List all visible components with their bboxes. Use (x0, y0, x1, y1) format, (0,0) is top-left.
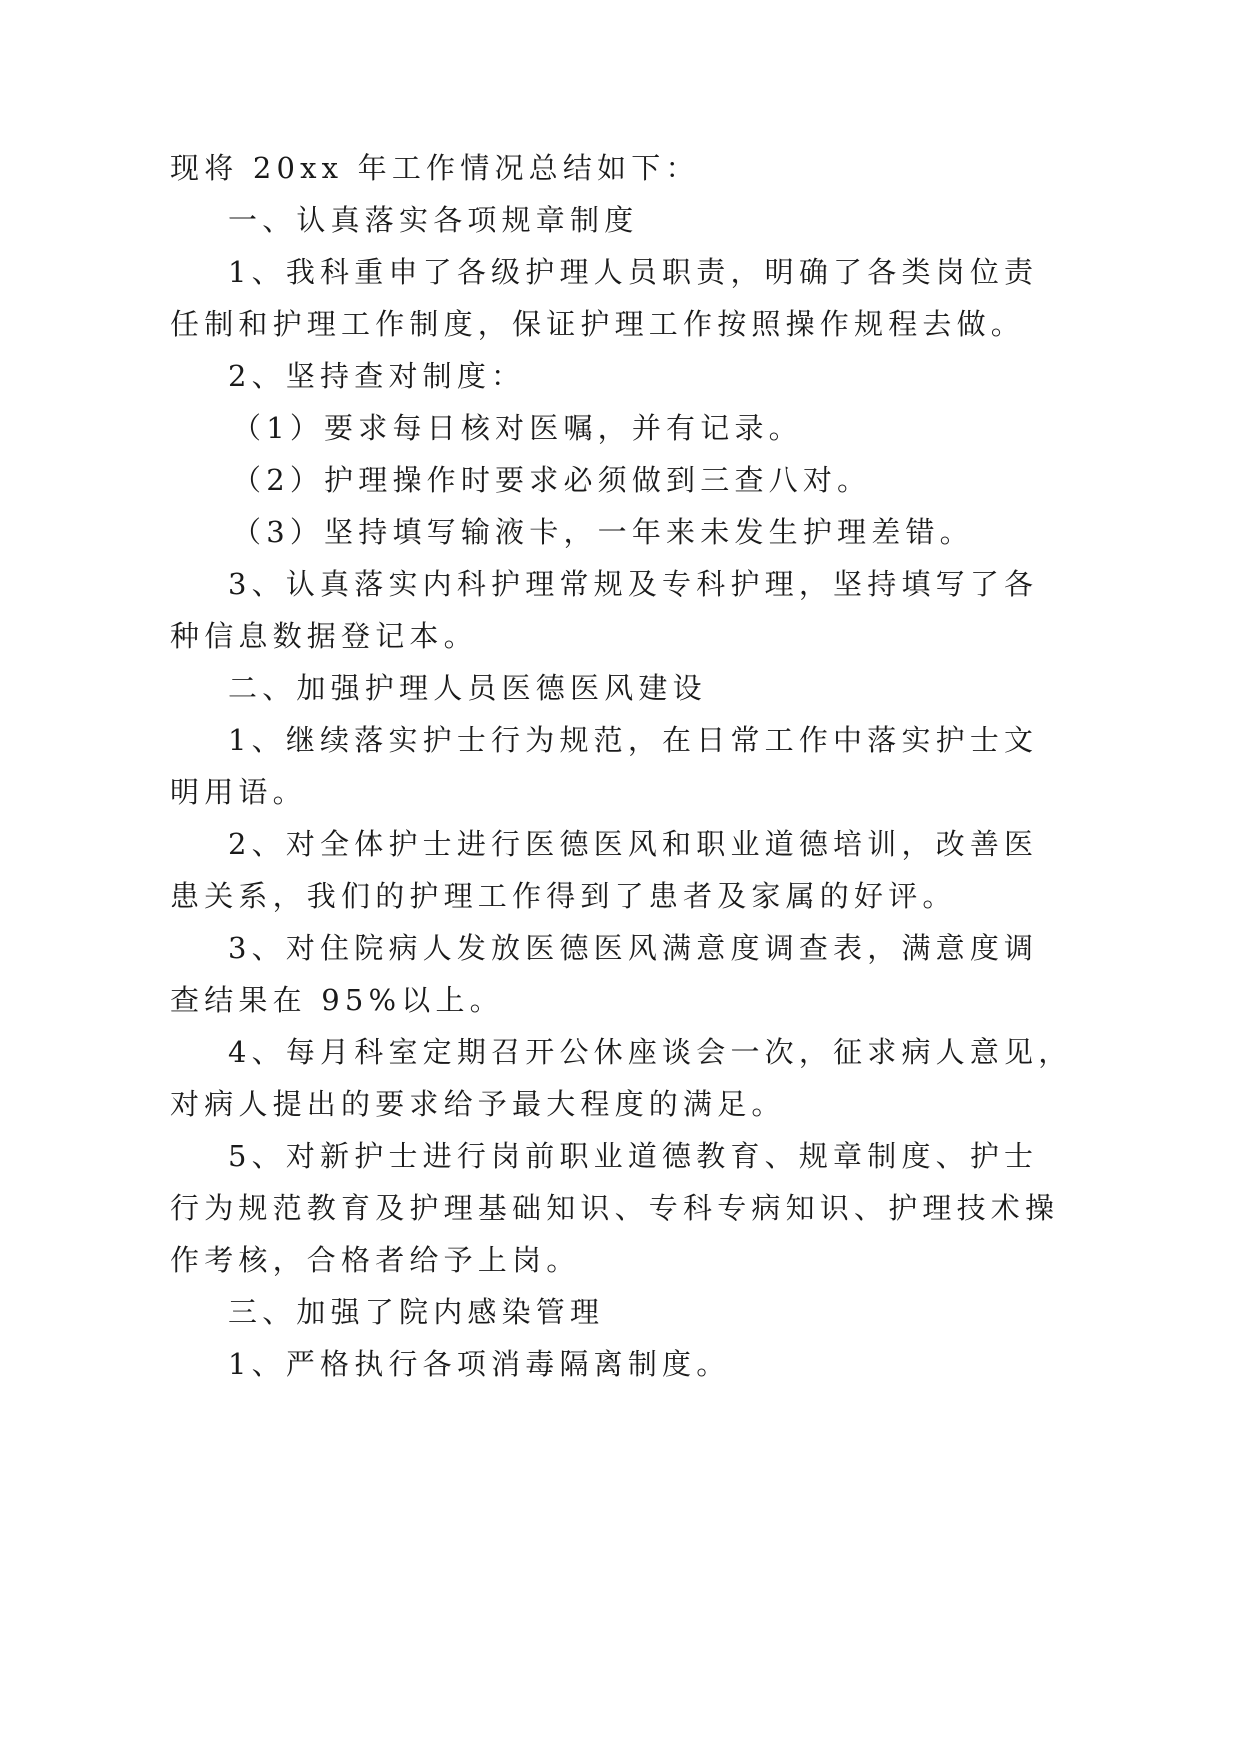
text-line-24: 1、严格执行各项消毒隔离制度。 (228, 1347, 731, 1381)
text-line-14: 2、对全体护士进行医德医风和职业道德培训，改善医 (228, 827, 1039, 861)
text-line-21: 行为规范教育及护理基础知识、专科专病知识、护理技术操 (170, 1191, 1060, 1225)
text-line-18: 4、每月科室定期召开公休座谈会一次，征求病人意见， (228, 1035, 1073, 1069)
text-line-17: 查结果在 95%以上。 (170, 983, 504, 1017)
section-heading-1: 一、认真落实各项规章制度 (228, 203, 639, 237)
text-line-3: 1、我科重申了各级护理人员职责，明确了各类岗位责 (228, 255, 1039, 289)
text-line-22: 作考核，合格者给予上岗。 (170, 1243, 581, 1277)
text-line-7: （2）护理操作时要求必须做到三查八对。 (232, 463, 872, 497)
text-line-9: 3、认真落实内科护理常规及专科护理，坚持填写了各 (228, 567, 1039, 601)
text-line-16: 3、对住院病人发放医德医风满意度调查表，满意度调 (228, 931, 1039, 965)
text-line-13: 明用语。 (170, 775, 307, 809)
text-line-5: 2、坚持查对制度： (228, 359, 526, 393)
section-heading-3: 三、加强了院内感染管理 (228, 1295, 605, 1329)
text-line-12: 1、继续落实护士行为规范，在日常工作中落实护士文 (228, 723, 1039, 757)
text-line-6: （1）要求每日核对医嘱，并有记录。 (232, 411, 803, 445)
text-line-10: 种信息数据登记本。 (170, 619, 478, 653)
section-heading-2: 二、加强护理人员医德医风建设 (228, 671, 707, 705)
text-line-20: 5、对新护士进行岗前职业道德教育、规章制度、护士 (228, 1139, 1039, 1173)
text-line-4: 任制和护理工作制度，保证护理工作按照操作规程去做。 (170, 307, 1026, 341)
text-line-15: 患关系，我们的护理工作得到了患者及家属的好评。 (170, 879, 957, 913)
text-line-8: （3）坚持填写输液卡，一年来未发生护理差错。 (232, 515, 974, 549)
text-line-1: 现将 20xx 年工作情况总结如下： (170, 151, 700, 185)
text-line-19: 对病人提出的要求给予最大程度的满足。 (170, 1087, 786, 1121)
